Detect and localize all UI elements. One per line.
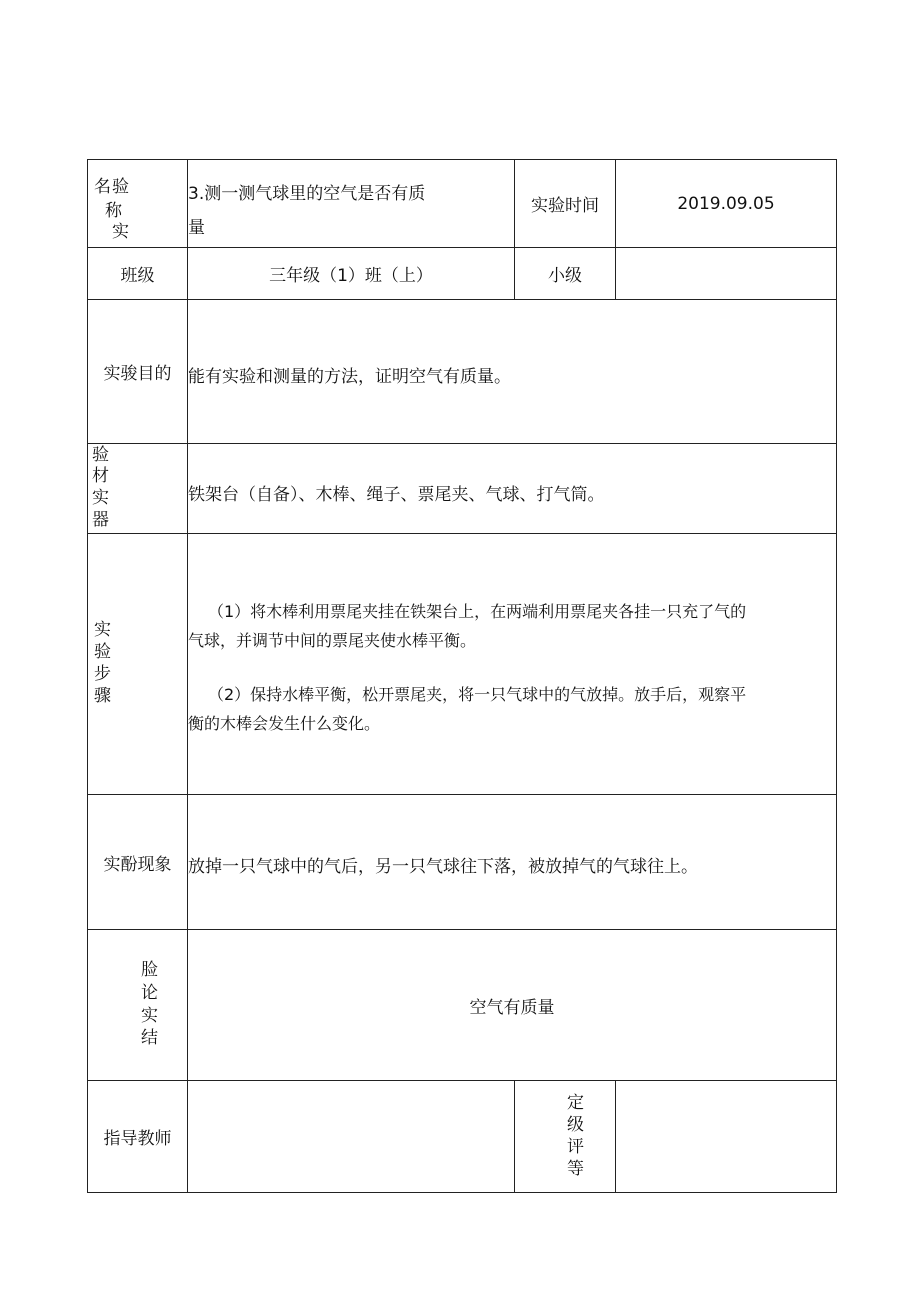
phenomenon-value: 放掉一只气球中的气后，另一只气球往下落，被放掉气的气球往上。 [188, 857, 698, 877]
grade-value[interactable] [616, 1081, 836, 1192]
group-label: 小级 [548, 266, 582, 286]
row-divider [87, 533, 837, 534]
label-char: 验 [94, 642, 111, 662]
row-divider [87, 443, 837, 444]
label-char: 称 [105, 201, 122, 221]
steps-label [88, 534, 187, 794]
label-char: 实 [141, 1006, 158, 1026]
table-border-bottom [87, 1192, 837, 1193]
label-char: 脸 [141, 960, 158, 980]
label-char: 等 [567, 1159, 584, 1179]
step2-line1: （2）保持水棒平衡，松开票尾夹，将一只气球中的气放掉。放手后，观察平 [208, 685, 747, 704]
label-char: 器 [92, 510, 109, 530]
step1-line2: 气球，并调节中间的票尾夹使水棒平衡。 [188, 631, 477, 650]
experiment-time-value: 2019.09.05 [677, 193, 775, 214]
label-char: 材 [92, 466, 109, 486]
row-divider [87, 299, 837, 300]
step1-line1: （1）将木棒利用票尾夹挂在铁架台上，在两端利用票尾夹各挂一只充了气的 [208, 602, 747, 621]
label-char: 评 [567, 1137, 584, 1157]
label-char: 步 [94, 664, 111, 684]
purpose-label: 实骏目的 [103, 364, 172, 384]
experiment-name-value-line2: 量 [188, 218, 205, 238]
label-char: 论 [141, 983, 158, 1003]
group-value[interactable] [616, 248, 836, 299]
experiment-time-label: 实验时间 [531, 196, 599, 216]
phenomenon-label: 实酚现象 [103, 854, 172, 875]
row-divider [87, 794, 837, 795]
label-char: 验 [112, 177, 129, 197]
label-char: 实 [112, 222, 129, 242]
step2-line2: 衡的木棒会发生什么变化。 [188, 714, 381, 733]
label-char: 级 [567, 1115, 584, 1135]
label-char: 骤 [94, 686, 111, 706]
purpose-value: 能有实验和测量的方法，证明空气有质量。 [188, 367, 511, 387]
label-char: 验 [92, 445, 109, 465]
label-char: 实 [94, 620, 111, 640]
label-char: 结 [141, 1028, 158, 1048]
class-value: 三年级（1）班（上） [269, 266, 433, 286]
experiment-name-label [88, 160, 187, 247]
teacher-value[interactable] [188, 1081, 514, 1192]
label-char: 实 [92, 488, 109, 508]
teacher-label: 指导教师 [103, 1129, 172, 1149]
class-label: 班级 [120, 266, 155, 286]
label-char: 定 [567, 1093, 584, 1113]
materials-label [88, 444, 187, 533]
grade-label [515, 1081, 615, 1192]
experiment-name-value-line1: 3.测一测气球里的空气是否有质 [188, 184, 426, 204]
label-char: 名 [94, 177, 111, 197]
conclusion-label [88, 930, 187, 1080]
materials-value: 铁架台（自备）、木棒、绳子、票尾夹、气球、打气筒。 [188, 485, 605, 505]
table-border-right [836, 159, 837, 1193]
conclusion-value: 空气有质量 [469, 997, 555, 1018]
